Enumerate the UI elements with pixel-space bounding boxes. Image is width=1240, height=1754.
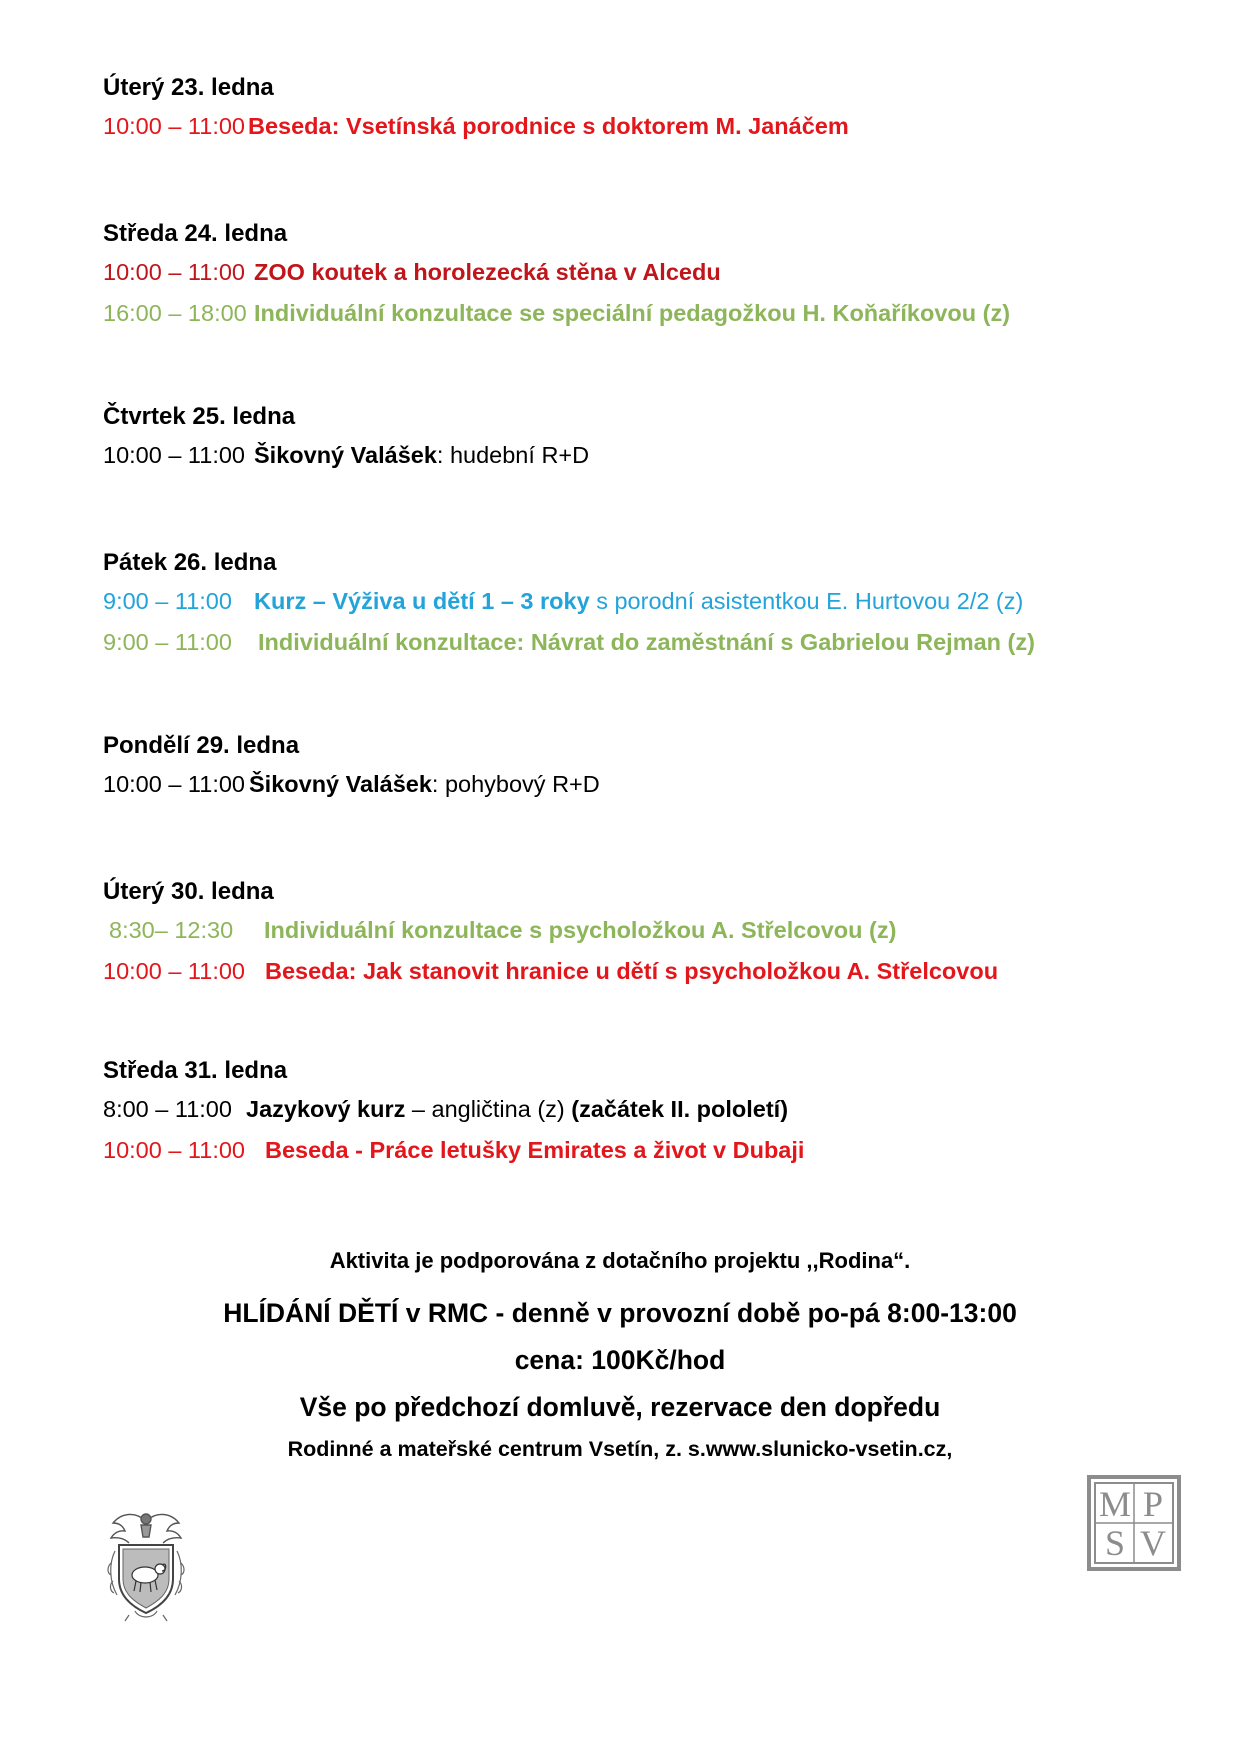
event-row — [103, 293, 1183, 334]
event-row — [103, 1130, 1183, 1171]
mpsv-letter-p: P — [1142, 1484, 1164, 1524]
event-detail: : pohybový R+D — [431, 771, 600, 797]
mpsv-logo-icon — [1086, 1474, 1182, 1572]
event-title: ZOO koutek a horolezecká stěna v Alcedu — [254, 259, 721, 285]
event-time: 10:00 – 11:00 — [103, 442, 245, 468]
event-detail: : hudební R+D — [436, 442, 590, 468]
event-title: Individuální konzultace s psycholožkou A. Střelcovou (z) — [264, 917, 897, 943]
event-desc — [254, 581, 1023, 622]
babysitting-info: HLÍDÁNÍ DĚTÍ v RMC - denně v provozní době po-pá 8:00-13:00 — [223, 1298, 1017, 1328]
event-title: Beseda: Vsetínská porodnice s doktorem M. Janáčem — [248, 113, 849, 139]
booking-info: Vše po předchozí domluvě, rezervace den dopředu — [299, 1392, 941, 1422]
day-title: Úterý 23. ledna — [103, 74, 274, 101]
day-block — [103, 876, 1183, 992]
event-time: 9:00 – 11:00 — [103, 629, 232, 655]
event-row — [103, 106, 1183, 147]
event-desc — [265, 1130, 804, 1171]
day-block — [103, 401, 1183, 476]
event-time: 10:00 – 11:00 — [103, 113, 245, 139]
event-title: Individuální konzultace se speciální pedagožkou H. Koňaříkovou (z) — [254, 300, 1011, 326]
day-title: Pátek 26. ledna — [103, 549, 277, 576]
event-time: 8:30– 12:30 — [109, 917, 234, 943]
event-title: Beseda - Práce letušky Emirates a život v Dubaji — [265, 1137, 805, 1163]
day-title: Středa 24. ledna — [103, 220, 288, 247]
day-block — [103, 730, 1183, 805]
event-time: 8:00 – 11:00 — [103, 1096, 232, 1122]
event-detail: s porodní asistentkou E. Hurtovou 2/2 (z) — [589, 588, 1024, 614]
event-note: (začátek II. pololetí) — [571, 1096, 789, 1122]
event-desc — [258, 622, 1035, 663]
event-desc — [248, 106, 849, 147]
event-row — [103, 951, 1183, 992]
event-time: 10:00 – 11:00 — [103, 958, 245, 984]
event-row — [103, 252, 1183, 293]
event-row — [103, 435, 1183, 476]
event-desc — [249, 764, 600, 805]
mpsv-logo — [1086, 1474, 1182, 1572]
day-title: Úterý 30. ledna — [103, 878, 274, 905]
day-title: Čtvrtek 25. ledna — [103, 403, 296, 430]
event-time: 9:00 – 11:00 — [103, 588, 232, 614]
day-block — [103, 547, 1183, 663]
mpsv-letter-s: S — [1104, 1523, 1126, 1563]
event-desc — [254, 435, 589, 476]
event-desc — [254, 252, 721, 293]
event-desc — [246, 1089, 788, 1130]
event-row — [103, 910, 1183, 951]
event-desc — [254, 293, 1010, 334]
town-crest-icon — [105, 1507, 187, 1623]
support-note: Aktivita je podporována z dotačního projektu ,,Rodina“. — [329, 1248, 911, 1273]
event-row — [103, 1089, 1183, 1130]
event-time: 10:00 – 11:00 — [103, 259, 245, 285]
event-row — [103, 622, 1183, 663]
event-desc — [264, 910, 896, 951]
event-row — [103, 764, 1183, 805]
event-title: Individuální konzultace: Návrat do zaměstnání s Gabrielou Rejman (z) — [258, 629, 1035, 655]
event-time: 10:00 – 11:00 — [103, 1137, 245, 1163]
event-desc — [265, 951, 998, 992]
day-block — [103, 72, 1183, 147]
day-title: Středa 31. ledna — [103, 1057, 288, 1084]
day-block — [103, 1055, 1183, 1171]
event-title: Jazykový kurz — [246, 1096, 406, 1122]
organization-info: Rodinné a mateřské centrum Vsetín, z. s.www.slunicko-vsetin.cz, — [287, 1437, 953, 1461]
event-time: 16:00 – 18:00 — [103, 300, 247, 326]
event-time: 10:00 – 11:00 — [103, 771, 245, 797]
event-title: Beseda: Jak stanovit hranice u dětí s psycholožkou A. Střelcovou — [265, 958, 999, 984]
day-block — [103, 218, 1183, 334]
event-title: Šikovný Valášek — [249, 771, 432, 797]
price-info: cena: 100Kč/hod — [514, 1345, 726, 1375]
event-row — [103, 581, 1183, 622]
event-title: Kurz – Výživa u dětí 1 – 3 roky — [254, 588, 590, 614]
mpsv-letter-v: V — [1140, 1523, 1166, 1563]
day-title: Pondělí 29. ledna — [103, 732, 300, 759]
event-detail: – angličtina (z) — [405, 1096, 572, 1122]
event-title: Šikovný Valášek — [254, 442, 437, 468]
mpsv-letter-m: M — [1098, 1484, 1132, 1524]
